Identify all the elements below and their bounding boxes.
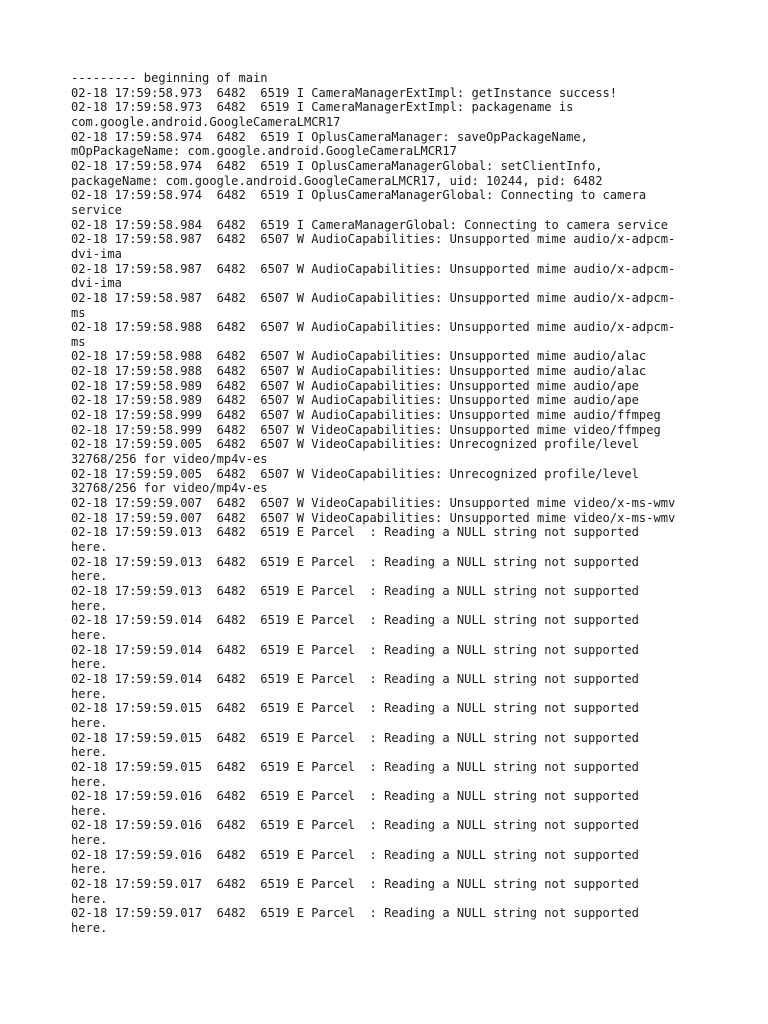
log-line: 02-18 17:59:59.015 6482 6519 E Parcel : Reading a NULL string not supported [71,730,639,745]
log-line: here. [71,715,108,730]
log-line: 02-18 17:59:58.974 6482 6519 I OplusCameraManager: saveOpPackageName, [71,129,588,144]
log-line: ms [71,334,86,349]
log-line: 02-18 17:59:58.988 6482 6507 W AudioCapabilities: Unsupported mime audio/alac [71,364,647,379]
log-line: 02-18 17:59:59.014 6482 6519 E Parcel : Reading a NULL string not supported [71,613,639,628]
log-line: --------- beginning of main [71,71,268,85]
log-line: 02-18 17:59:58.989 6482 6507 W AudioCapabilities: Unsupported mime audio/ape [71,378,639,393]
log-line: 02-18 17:59:59.017 6482 6519 E Parcel : Reading a NULL string not supported [71,877,639,892]
log-line: 02-18 17:59:59.014 6482 6519 E Parcel : Reading a NULL string not supported [71,671,639,686]
log-line: 02-18 17:59:58.973 6482 6519 I CameraManagerExtImpl: getInstance success! [71,85,618,100]
log-line: ms [71,305,86,320]
log-line: here. [71,833,108,848]
log-line: 32768/256 for video/mp4v-es [71,481,268,496]
log-line: 02-18 17:59:59.007 6482 6507 W VideoCapabilities: Unsupported mime video/x-ms-wmv [71,510,676,525]
log-line: 02-18 17:59:59.015 6482 6519 E Parcel : Reading a NULL string not supported [71,701,639,716]
log-line: here. [71,686,108,701]
log-line: here. [71,921,108,936]
log-line: com.google.android.GoogleCameraLMCR17 [71,114,341,129]
log-line: 02-18 17:59:58.987 6482 6507 W AudioCapabilities: Unsupported mime audio/x-adpcm- [71,261,676,276]
log-line: here. [71,540,108,554]
log-line: 02-18 17:59:59.016 6482 6519 E Parcel : Reading a NULL string not supported [71,789,639,804]
log-line: 02-18 17:59:58.987 6482 6507 W AudioCapabilities: Unsupported mime audio/x-adpcm- [71,290,676,305]
log-document [71,71,711,936]
log-line: packageName: com.google.android.GoogleCameraLMCR17, uid: 10244, pid: 6482 [71,173,603,188]
log-line: 02-18 17:59:58.987 6482 6507 W AudioCapabilities: Unsupported mime audio/x-adpcm- [71,232,676,247]
log-line: here. [71,862,108,877]
log-line: here. [71,745,108,760]
log-line: dvi-ima [71,276,122,291]
log-line: 02-18 17:59:58.988 6482 6507 W AudioCapabilities: Unsupported mime audio/alac [71,349,647,364]
log-line: here. [71,803,108,818]
log-line: here. [71,657,108,672]
log-line: 02-18 17:59:58.973 6482 6519 I CameraManagerExtImpl: packagename is [71,100,574,115]
log-line: 02-18 17:59:59.005 6482 6507 W VideoCapabilities: Unrecognized profile/level [71,437,639,452]
log-line: here. [71,627,108,642]
log-line: 02-18 17:59:59.016 6482 6519 E Parcel : Reading a NULL string not supported [71,818,639,833]
log-line: 02-18 17:59:58.999 6482 6507 W VideoCapabilities: Unsupported mime video/ffmpeg [71,422,661,437]
log-line: 02-18 17:59:58.974 6482 6519 I OplusCameraManagerGlobal: setClientInfo, [71,158,603,173]
log-line: 02-18 17:59:58.988 6482 6507 W AudioCapabilities: Unsupported mime audio/x-adpcm- [71,320,676,335]
log-line: 32768/256 for video/mp4v-es [71,452,268,467]
log-line: 02-18 17:59:59.017 6482 6519 E Parcel : Reading a NULL string not supported [71,906,639,921]
log-line: 02-18 17:59:58.999 6482 6507 W AudioCapabilities: Unsupported mime audio/ffmpeg [71,408,661,423]
log-line: 02-18 17:59:59.013 6482 6519 E Parcel : Reading a NULL string not supported [71,583,639,598]
log-line: dvi-ima [71,246,122,261]
log-line: 02-18 17:59:59.013 6482 6519 E Parcel : Reading a NULL string not supported [71,525,639,540]
log-line: here. [71,774,108,789]
log-line: here. [71,598,108,613]
log-line: 02-18 17:59:58.974 6482 6519 I OplusCameraManagerGlobal: Connecting to camera [71,188,647,203]
log-line: here. [71,569,108,584]
log-line: 02-18 17:59:59.007 6482 6507 W VideoCapabilities: Unsupported mime video/x-ms-wmv [71,496,676,511]
log-line: 02-18 17:59:58.984 6482 6519 I CameraManagerGlobal: Connecting to camera service [71,217,669,232]
log-line: 02-18 17:59:59.013 6482 6519 E Parcel : Reading a NULL string not supported [71,554,639,569]
log-line: 02-18 17:59:59.016 6482 6519 E Parcel : Reading a NULL string not supported [71,847,639,862]
log-line: mOpPackageName: com.google.android.GoogleCameraLMCR17 [71,144,457,159]
log-line: 02-18 17:59:59.015 6482 6519 E Parcel : Reading a NULL string not supported [71,759,639,774]
log-line: 02-18 17:59:58.989 6482 6507 W AudioCapabilities: Unsupported mime audio/ape [71,393,639,408]
log-line: service [71,202,122,217]
log-line: 02-18 17:59:59.005 6482 6507 W VideoCapabilities: Unrecognized profile/level [71,466,639,481]
log-line: 02-18 17:59:59.014 6482 6519 E Parcel : Reading a NULL string not supported [71,642,639,657]
log-line: here. [71,891,108,906]
